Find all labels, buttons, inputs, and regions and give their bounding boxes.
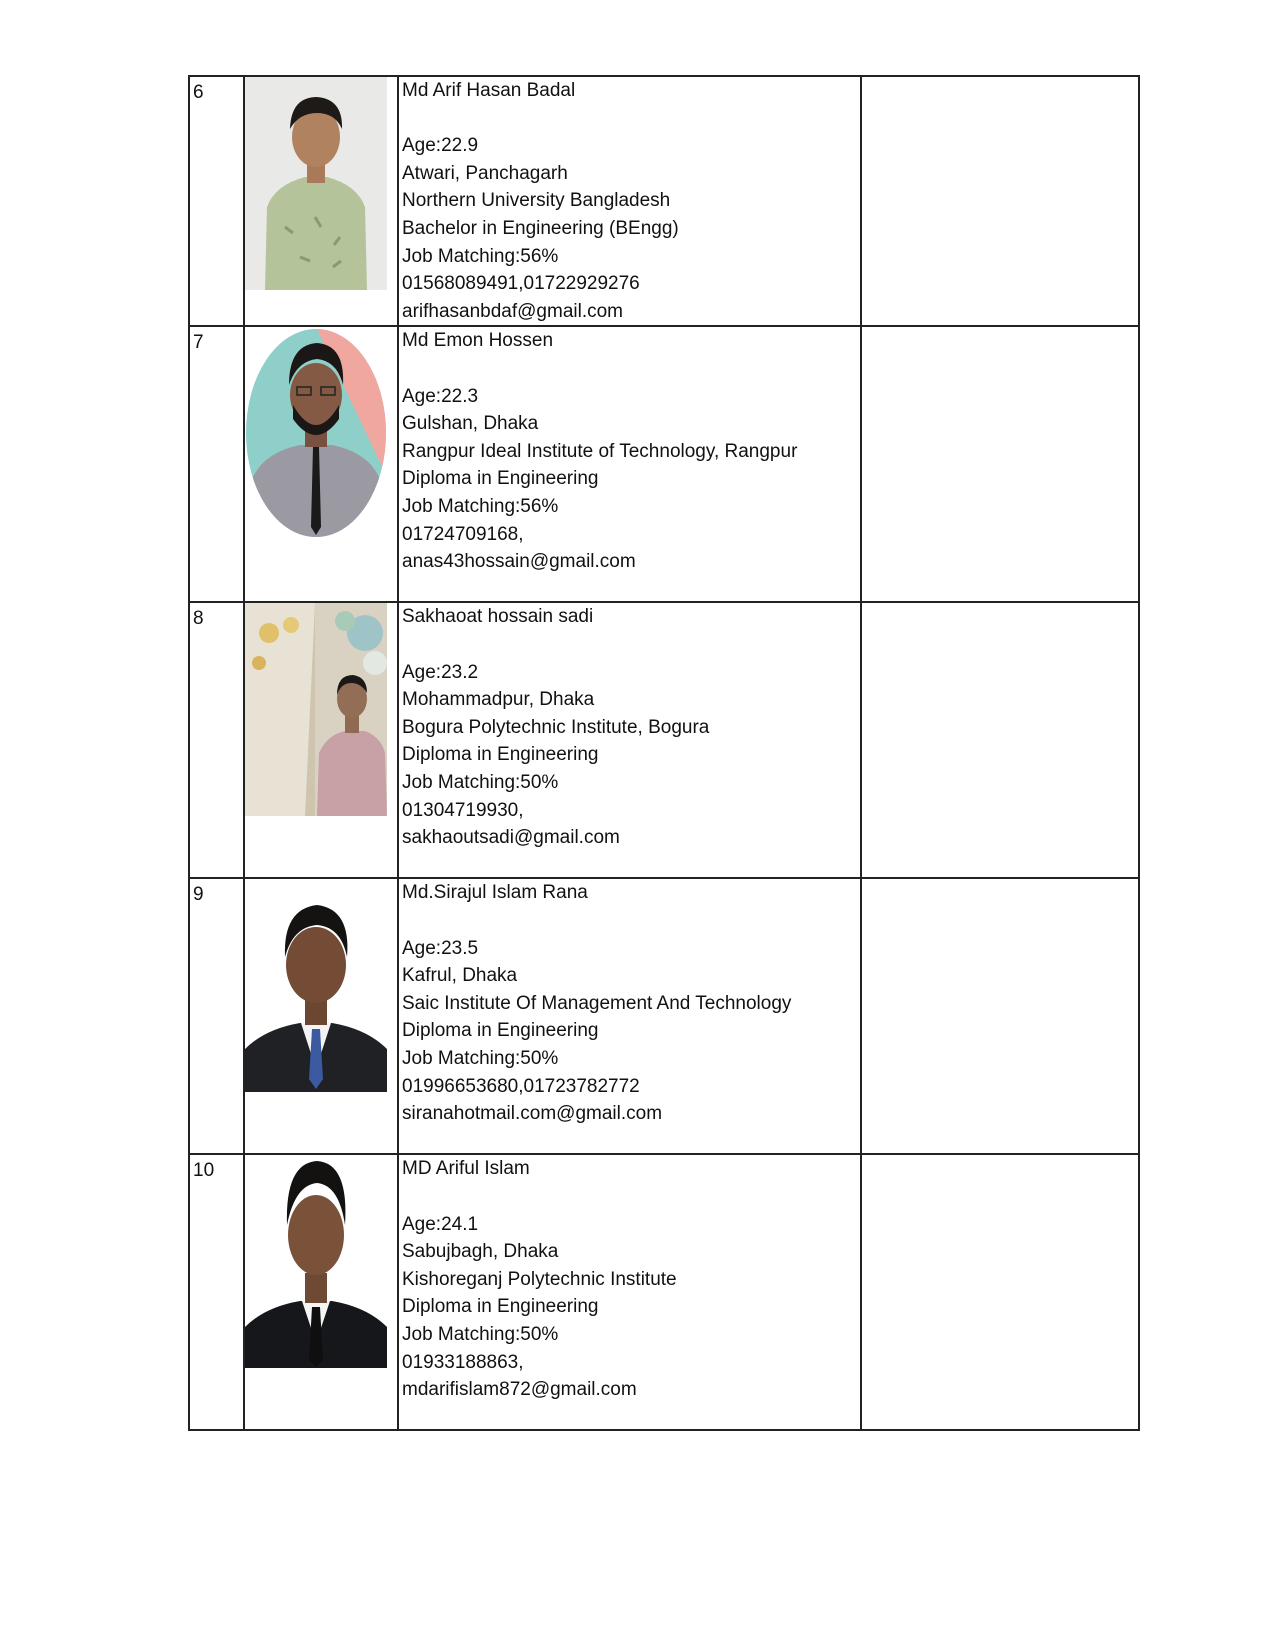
candidate-email: anas43hossain@gmail.com: [402, 551, 636, 573]
info-cell: [398, 1154, 861, 1430]
candidate-age: Age:23.2: [402, 661, 479, 683]
candidate-degree: Diploma in Engineering: [402, 468, 599, 490]
blank-cell: [861, 602, 1139, 878]
candidate-age: Age:22.3: [402, 385, 479, 407]
candidate-table: [188, 75, 1140, 1431]
candidate-email: mdarifislam872@gmail.com: [402, 1379, 637, 1401]
photo-cell: [244, 1154, 398, 1430]
candidate-institute: Northern University Bangladesh: [402, 190, 671, 212]
serial-cell: [189, 76, 244, 326]
table-row: [189, 602, 1139, 878]
candidate-degree: Diploma in Engineering: [402, 744, 599, 766]
candidate-location: Sabujbagh, Dhaka: [402, 1241, 559, 1263]
serial-number: 9: [193, 884, 204, 906]
candidate-photo: [245, 1155, 387, 1368]
candidate-job-matching: Job Matching:56%: [402, 245, 559, 267]
serial-number: 6: [193, 82, 204, 103]
candidate-name: MD Ariful Islam: [402, 1158, 530, 1180]
serial-cell: [189, 602, 244, 878]
candidate-location: Gulshan, Dhaka: [402, 413, 539, 435]
candidate-phone: 01568089491,01722929276: [402, 273, 640, 295]
candidate-institute: Saic Institute Of Management And Technology: [402, 992, 792, 1014]
candidate-age: Age:23.5: [402, 937, 479, 959]
photo-cell: [244, 602, 398, 878]
candidate-job-matching: Job Matching:56%: [402, 495, 559, 517]
serial-number: 10: [193, 1160, 215, 1182]
candidate-photo: [245, 77, 387, 290]
serial-cell: [189, 1154, 244, 1430]
candidate-institute: Kishoreganj Polytechnic Institute: [402, 1268, 677, 1290]
info-cell: [398, 76, 861, 326]
candidate-phone: 01933188863,: [402, 1351, 524, 1373]
serial-cell: [189, 878, 244, 1154]
candidate-age: Age:24.1: [402, 1213, 479, 1235]
table-row: [189, 76, 1139, 326]
blank-cell: [861, 76, 1139, 326]
candidate-phone: 01724709168,: [402, 523, 524, 545]
candidate-job-matching: Job Matching:50%: [402, 1047, 559, 1069]
candidate-institute: Rangpur Ideal Institute of Technology, Rangpur: [402, 440, 798, 462]
table-row: [189, 326, 1139, 602]
serial-cell: [189, 326, 244, 602]
table-row: [189, 1154, 1139, 1430]
info-cell: [398, 326, 861, 602]
candidate-institute: Bogura Polytechnic Institute, Bogura: [402, 716, 710, 738]
serial-number: 8: [193, 608, 204, 630]
candidate-name: Md.Sirajul Islam Rana: [402, 882, 588, 904]
candidate-job-matching: Job Matching:50%: [402, 1323, 559, 1345]
candidate-degree: Diploma in Engineering: [402, 1296, 599, 1318]
info-cell: [398, 602, 861, 878]
candidate-age: Age:22.9: [402, 135, 479, 157]
photo-cell: [244, 76, 398, 326]
candidate-phone: 01996653680,01723782772: [402, 1075, 640, 1097]
candidate-phone: 01304719930,: [402, 799, 524, 821]
candidate-location: Kafrul, Dhaka: [402, 965, 518, 987]
candidate-degree: Bachelor in Engineering (BEngg): [402, 217, 679, 239]
candidate-email: arifhasanbdaf@gmail.com: [402, 300, 624, 322]
candidate-degree: Diploma in Engineering: [402, 1020, 599, 1042]
candidate-photo: [245, 603, 387, 816]
blank-cell: [861, 1154, 1139, 1430]
blank-cell: [861, 878, 1139, 1154]
photo-cell: [244, 878, 398, 1154]
table-row: [189, 878, 1139, 1154]
candidate-job-matching: Job Matching:50%: [402, 771, 559, 793]
candidate-email: sakhaoutsadi@gmail.com: [402, 827, 620, 849]
candidate-name: Md Emon Hossen: [402, 330, 554, 352]
candidate-email: siranahotmail.com@gmail.com: [402, 1103, 663, 1125]
info-cell: [398, 878, 861, 1154]
candidate-name: Md Arif Hasan Badal: [402, 80, 576, 101]
candidate-photo: [245, 327, 387, 540]
photo-cell: [244, 326, 398, 602]
candidate-name: Sakhaoat hossain sadi: [402, 606, 594, 628]
candidate-location: Atwari, Panchagarh: [402, 162, 568, 184]
blank-cell: [861, 326, 1139, 602]
serial-number: 7: [193, 332, 204, 354]
candidate-photo: [245, 879, 387, 1092]
candidate-location: Mohammadpur, Dhaka: [402, 689, 595, 711]
